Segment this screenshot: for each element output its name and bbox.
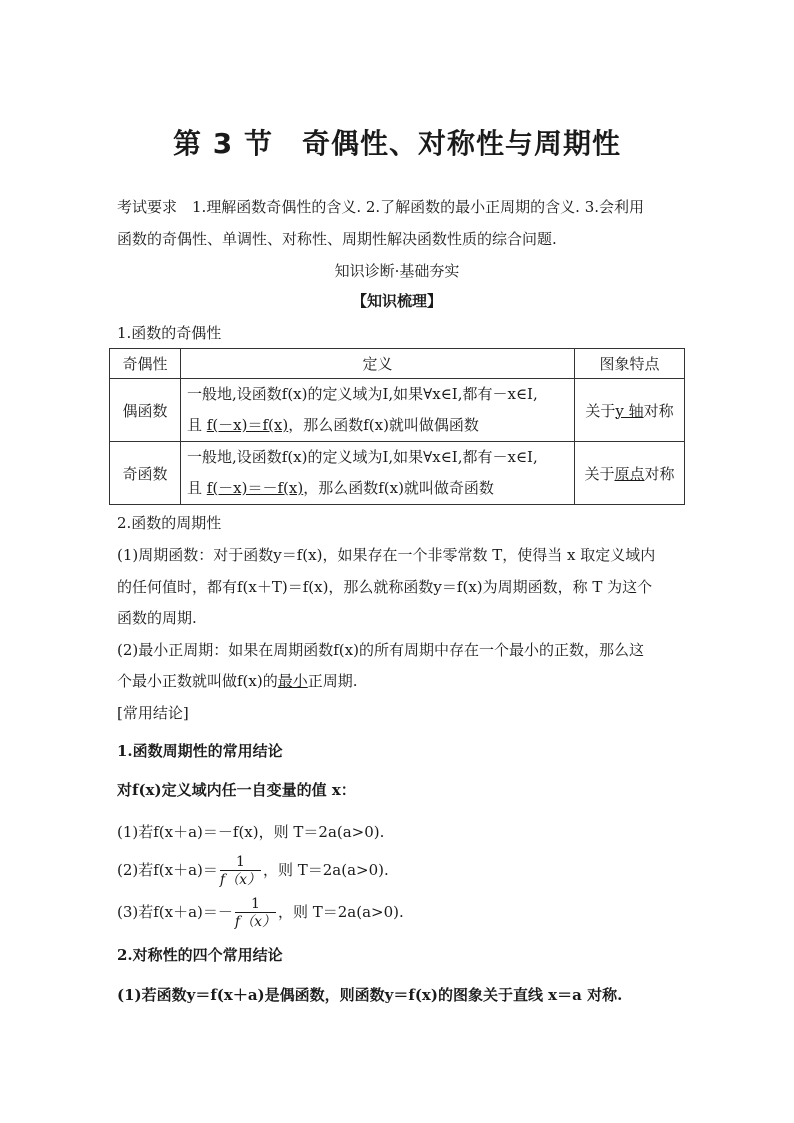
conclusion-2-heading: 2.对称性的四个常用结论 xyxy=(117,946,283,964)
p2-prefix: 个最小正数就叫做f(x)的 xyxy=(117,672,278,690)
conclusion-2-item-1: (1)若函数y＝f(x＋a)是偶函数，则函数y＝f(x)的图象关于直线 x＝a 对称. xyxy=(117,986,623,1004)
conclusions-label: [常用结论] xyxy=(117,704,189,722)
row-odd-name: 奇函数 xyxy=(110,442,181,505)
def-suffix: ，那么函数f(x)就叫做奇函数 xyxy=(303,479,494,497)
def-suffix: ，那么函数f(x)就叫做偶函数 xyxy=(288,416,479,434)
row-odd-def-line-2 xyxy=(187,473,568,504)
table-row-even xyxy=(110,379,685,442)
item3-suffix: ，则 T＝2a(a>0). xyxy=(277,903,404,921)
exam-requirements-line-2: 函数的奇偶性、单调性、对称性、周期性解决函数性质的综合问题. xyxy=(117,230,557,248)
header-graph-feature: 图象特点 xyxy=(575,349,685,379)
row-even-def-line-1: 一般地,设函数f(x)的定义域为I,如果∀x∈I,都有－x∈I, xyxy=(187,385,538,403)
feature-prefix: 关于 xyxy=(585,401,616,420)
page-title: 第 3 节 奇偶性、对称性与周期性 xyxy=(173,127,621,160)
row-odd-feature xyxy=(575,442,685,505)
feature-suffix: 对称 xyxy=(644,464,675,483)
table-row-odd xyxy=(110,442,685,505)
def-key-term: f(－x)＝f(x) xyxy=(206,416,289,434)
def-key-term: f(－x)＝－f(x) xyxy=(206,479,304,497)
conclusion-1-item-1: (1)若f(x＋a)＝－f(x)，则 T＝2a(a>0). xyxy=(117,823,385,841)
item3-prefix: (3)若f(x＋a)＝－ xyxy=(117,903,233,921)
sub-heading: 【知识梳理】 xyxy=(351,292,442,310)
row-even-def-line-2 xyxy=(187,410,568,441)
period-p1-line-3: 函数的周期. xyxy=(117,609,197,627)
section-heading: 知识诊断·基础夯实 xyxy=(334,262,460,280)
item3-fraction xyxy=(235,896,276,931)
p2-suffix: 正周期. xyxy=(307,672,358,690)
conclusion-1-heading: 1.函数周期性的常用结论 xyxy=(117,742,283,760)
fraction-denominator: f（x） xyxy=(219,871,261,888)
def-prefix: 且 xyxy=(187,416,207,434)
period-p2-line-1: (2)最小正周期：如果在周期函数f(x)的所有周期中存在一个最小的正数，那么这 xyxy=(117,641,644,659)
conclusion-1-intro: 对f(x)定义域内任一自变量的值 x： xyxy=(117,781,356,799)
parity-table xyxy=(109,348,685,505)
conclusion-1-item-3 xyxy=(117,890,687,934)
row-odd-definition xyxy=(181,442,575,505)
period-p1-line-2: 的任何值时，都有f(x＋T)＝f(x)，那么就称函数y＝f(x)为周期函数，称 T 为这个 xyxy=(117,578,653,596)
row-even-name: 偶函数 xyxy=(110,379,181,442)
fraction-denominator: f（x） xyxy=(234,913,276,930)
row-even-feature xyxy=(575,379,685,442)
item2-fraction xyxy=(220,854,261,889)
def-prefix: 且 xyxy=(187,479,207,497)
period-heading: 2.函数的周期性 xyxy=(117,514,222,532)
item2-prefix: (2)若f(x＋a)＝ xyxy=(117,861,218,879)
period-p2-line-2 xyxy=(117,670,687,692)
feature-key-term: y 轴 xyxy=(615,401,644,420)
fraction-numerator: 1 xyxy=(235,896,276,913)
row-odd-def-line-1: 一般地,设函数f(x)的定义域为I,如果∀x∈I,都有－x∈I, xyxy=(187,448,538,466)
feature-suffix: 对称 xyxy=(643,401,674,420)
exam-requirements-line-1: 考试要求 1.理解函数奇偶性的含义. 2.了解函数的最小正周期的含义. 3.会利用 xyxy=(117,198,645,216)
row-even-definition xyxy=(181,379,575,442)
conclusion-1-item-2 xyxy=(117,848,687,892)
item2-suffix: ，则 T＝2a(a>0). xyxy=(262,861,389,879)
fraction-numerator: 1 xyxy=(220,854,261,871)
feature-prefix: 关于 xyxy=(584,464,615,483)
header-parity: 奇偶性 xyxy=(110,349,181,379)
p2-key-term: 最小 xyxy=(277,672,308,690)
table-header-row xyxy=(110,349,685,379)
period-p1-line-1: (1)周期函数：对于函数y＝f(x)，如果存在一个非零常数 T，使得当 x 取定义域内 xyxy=(117,546,656,564)
parity-heading: 1.函数的奇偶性 xyxy=(117,324,222,342)
header-definition: 定义 xyxy=(181,349,575,379)
feature-key-term: 原点 xyxy=(614,464,645,483)
